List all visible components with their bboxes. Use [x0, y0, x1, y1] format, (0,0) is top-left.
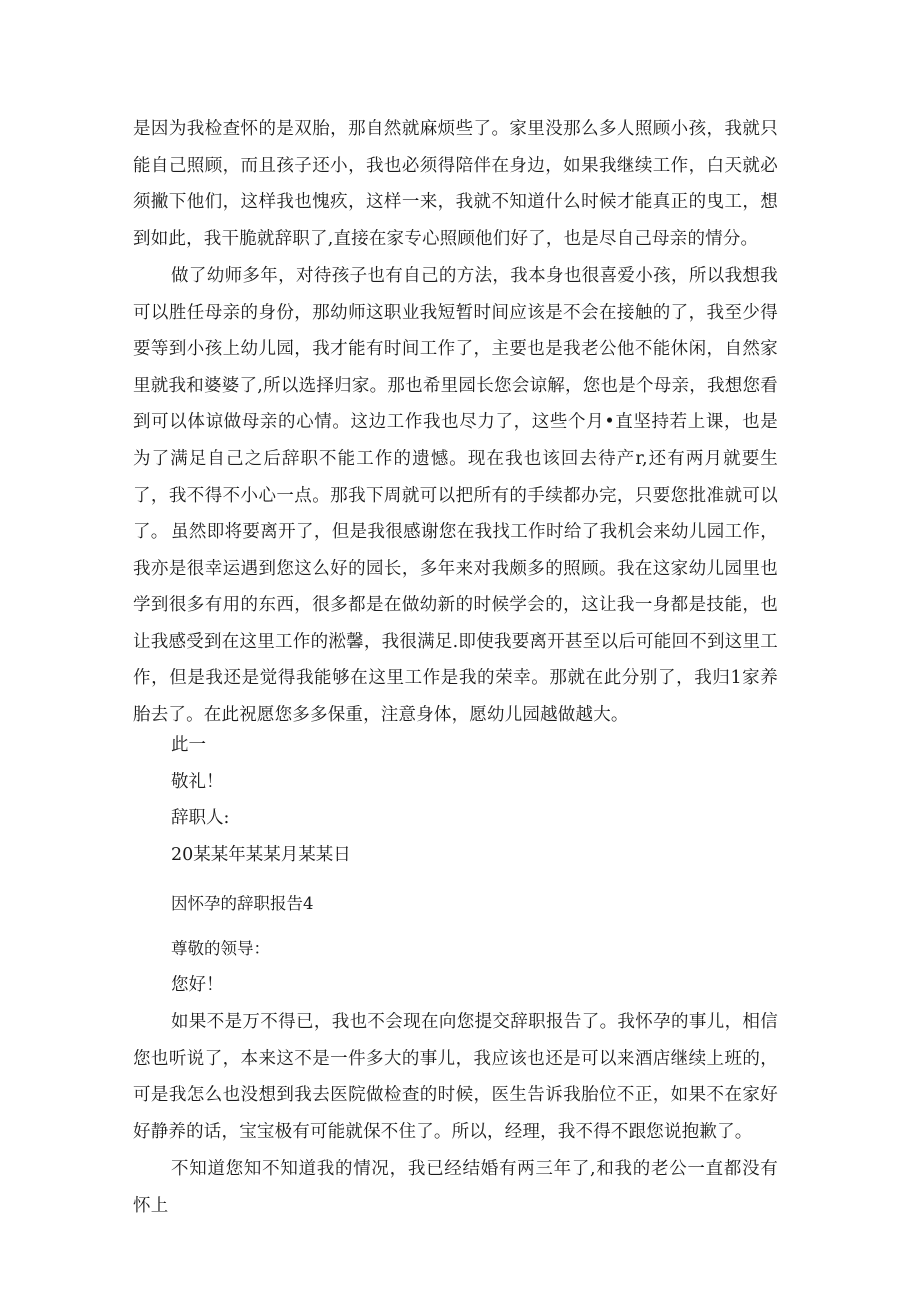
salutation: 尊敬的领导： [171, 939, 270, 958]
greeting: 您好！ [171, 975, 224, 995]
closing-signer: 辞职人: [171, 808, 230, 828]
section-title: 因怀孕的辞职报告4 [171, 894, 314, 913]
paragraph-pregnancy-reason: 如果不是万不得已，我也不会现在向您提交辞职报告了。我怀孕的事儿，相信您也听说了，本来这不是一件多大的事儿，我应该也还是可以来酒店继续上班的，可是我怎么也没想到我去医院做检查的时候，医生告诉我胎位不正，如果不在家好好静养的话，宝宝极有可能就保不住了。所以，经理，我不得不跟您说抱歉了。 [133, 1012, 778, 1142]
paragraph-situation: 不知道您知不知道我的情况，我已经结婚有两三年了,和我的老公一直都没有怀上 [133, 1159, 778, 1216]
paragraph-twins: 是因为我检查怀的是双胎，那自然就麻烦些了。家里没那么多人照顾小孩，我就只能自己照顾，而且孩子还小，我也必须得陪伴在身边，如果我继续工作，白天就必须撇下他们，这样我也愧疚，这样一来，我就不知道什么时候才能真正的曳工，想到如此，我干脆就辞职了,直接在家专心照顾他们好了，也是尽自己母亲的情分。 [133, 119, 778, 249]
paragraph-kindergarten-teacher: 做了幼师多年，对待孩子也有自己的方法，我本身也很喜爱小孩，所以我想我可以胜任母亲的身份，那幼师这职业我短暂时间应该是不会在接触的了，我至少得要等到小孩上幼儿园，我才能有时间工作了，主要也是我老公他不能休闲，自然家里就我和婆婆了,所以选择归家。那也希里园长您会谅解，您也是个母亲，我想您看到可以体谅做母亲的心情。这边工作我也尽力了，这些个月•直坚持若上课，也是为了满足自己之后辞职不能工作的遗憾。现在我也该回去待产r,还有两月就要生了，我不得不小心一点。那我下周就可以把所有的手续都办完，只要您批准就可以了。 [133, 266, 778, 543]
closing-date: 20某某年某某月某某日 [171, 845, 351, 865]
closing-salute: 敬礼！ [171, 772, 224, 792]
paragraph-gratitude: 虽然即将要离开了，但是我很感谢您在我找工作时给了我机会来幼儿园工作，我亦是很幸运遇到您这么好的园长，多年来对我颇多的照顾。我在这家幼儿园里也学到很多有用的东西，很多都是在做幼新的时候学会的，这让我一身都是技能，也让我感受到在这里工作的淞馨，我很满足.即使我要离开甚至以后可能回不到这里工作，但是我还是觉得我能够在这里工作是我的荣幸。那就在此分别了，我归1家养胎去了。在此祝愿您多多保重，注意身体，愿幼儿园越做越大。 [133, 522, 778, 725]
closing-ci: 此一 [171, 735, 206, 755]
